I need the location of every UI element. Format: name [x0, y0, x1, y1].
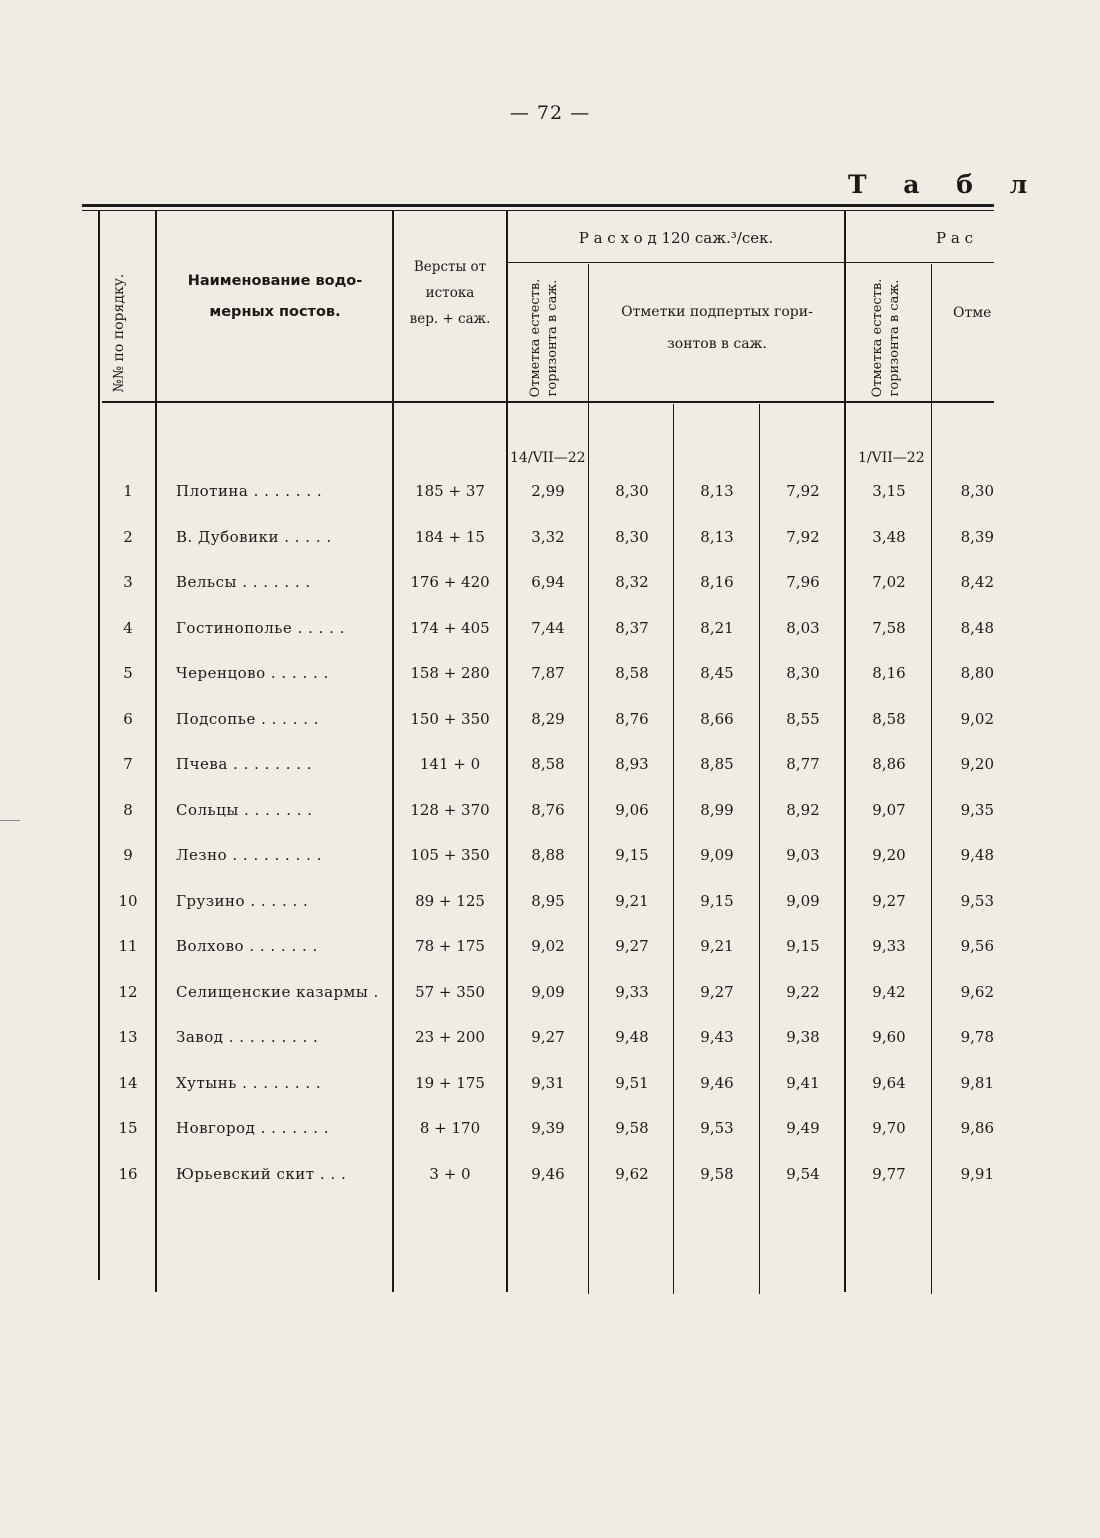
backwater-level-d: 8,39: [960, 527, 994, 546]
header-station-name-line2: мерных постов.: [209, 304, 341, 320]
versts-value: 184 + 15: [415, 527, 485, 546]
natural-level-2: 3,48: [872, 527, 906, 546]
backwater-level-a: 9,15: [615, 846, 649, 864]
backwater-level-d: 9,56: [960, 937, 994, 955]
backwater-level-c: 9,41: [786, 1073, 820, 1092]
backwater-level-d: 9,81: [960, 1073, 994, 1092]
versts-value: 141 + 0: [419, 755, 481, 773]
row-number: 16: [118, 1164, 138, 1183]
station-name: Плотина . . . . . . .: [176, 482, 323, 500]
versts-value: 176 + 420: [410, 573, 490, 591]
header-group1-natural-line2: горизонта в саж.: [545, 279, 560, 397]
backwater-level-b: 9,58: [700, 1164, 734, 1183]
station-name: Гостинополье . . . . .: [176, 618, 345, 637]
backwater-level-d: 9,20: [960, 755, 994, 773]
page-number: — 72 —: [509, 102, 591, 124]
backwater-level-b: 8,99: [700, 800, 734, 819]
backwater-level-a: 9,21: [615, 891, 649, 910]
versts-value: 174 + 405: [410, 618, 490, 637]
backwater-level-b: 8,45: [700, 664, 734, 682]
row-number: 13: [118, 1028, 138, 1046]
left-margin-mark: [0, 820, 20, 821]
backwater-level-a: 8,30: [615, 527, 649, 546]
header-group2-backwater: Отме: [953, 305, 992, 321]
backwater-level-c: 9,54: [786, 1164, 820, 1183]
versts-value: 150 + 350: [410, 709, 490, 728]
natural-level-1: 8,58: [531, 755, 565, 773]
backwater-level-c: 9,49: [786, 1119, 820, 1137]
row-number: 10: [118, 891, 138, 910]
row-number: 8: [123, 800, 133, 819]
station-name: Хутынь . . . . . . . .: [176, 1073, 322, 1092]
table-title: Т а б л: [848, 170, 1042, 199]
backwater-level-b: 9,43: [700, 1028, 734, 1046]
station-name: Новгород . . . . . . .: [176, 1119, 330, 1137]
versts-value: 158 + 280: [410, 664, 490, 682]
versts-value: 105 + 350: [410, 846, 490, 864]
backwater-level-a: 9,58: [615, 1119, 649, 1137]
backwater-level-d: 9,53: [960, 891, 994, 910]
table-top-rule-thin: [82, 210, 994, 211]
versts-value: 128 + 370: [410, 800, 490, 819]
natural-level-1: 9,46: [531, 1164, 565, 1183]
row-number: 5: [123, 664, 133, 682]
natural-level-2: 7,02: [872, 573, 906, 591]
backwater-level-a: 8,30: [615, 482, 649, 500]
backwater-level-a: 9,33: [615, 982, 649, 1001]
station-name: Сольцы . . . . . . .: [176, 800, 313, 819]
row-number: 7: [123, 755, 133, 773]
backwater-level-b: 9,27: [700, 982, 734, 1001]
station-name: Юрьевский скит . . .: [176, 1164, 347, 1183]
backwater-level-b: 9,21: [700, 937, 734, 955]
natural-level-1: 9,31: [531, 1073, 565, 1092]
backwater-level-b: 9,15: [700, 891, 734, 910]
natural-level-2: 9,60: [872, 1028, 906, 1046]
backwater-level-c: 9,38: [786, 1028, 820, 1046]
header-row-number: №№ по порядку.: [111, 273, 127, 393]
backwater-level-d: 8,30: [960, 482, 994, 500]
natural-level-2: 9,77: [872, 1164, 906, 1183]
natural-level-2: 9,70: [872, 1119, 906, 1137]
natural-level-2: 8,86: [872, 755, 906, 773]
header-group2-natural-line1: Отметка естеств.: [870, 278, 885, 398]
header-group1-backwater: [592, 296, 842, 360]
backwater-level-b: 8,13: [700, 482, 734, 500]
versts-value: 19 + 175: [415, 1073, 485, 1092]
backwater-level-a: 8,76: [615, 709, 649, 728]
header-group1-backwater-line1: Отметки подпертых гори-: [621, 304, 813, 320]
station-name: В. Дубовики . . . . .: [176, 527, 332, 546]
backwater-level-a: 9,62: [615, 1164, 649, 1183]
versts-value: 3 + 0: [429, 1164, 471, 1183]
row-number: 12: [118, 982, 138, 1001]
natural-level-2: 9,20: [872, 846, 906, 864]
backwater-level-d: 8,42: [960, 573, 994, 591]
backwater-level-a: 9,06: [615, 800, 649, 819]
natural-level-1: 7,44: [531, 618, 565, 637]
header-group2-title: Р а с: [936, 229, 973, 247]
backwater-level-b: 9,53: [700, 1119, 734, 1137]
backwater-level-a: 9,51: [615, 1073, 649, 1092]
header-versts-line2: истока: [425, 285, 475, 301]
station-name: Завод . . . . . . . . .: [176, 1028, 319, 1046]
natural-level-2: 3,15: [872, 482, 906, 500]
backwater-level-d: 9,78: [960, 1028, 994, 1046]
header-group2-natural: [869, 263, 909, 413]
natural-level-2: 8,16: [872, 664, 906, 682]
natural-level-2: 9,64: [872, 1073, 906, 1092]
row-number: 15: [118, 1119, 138, 1137]
row-number: 3: [123, 573, 133, 591]
col-divider-b: [759, 404, 760, 1294]
backwater-level-b: 8,66: [700, 709, 734, 728]
natural-level-1: 6,94: [531, 573, 565, 591]
header-versts-line1: Версты от: [413, 259, 487, 275]
row-number: 11: [118, 937, 138, 955]
row-number: 2: [123, 527, 133, 546]
natural-level-1: 8,29: [531, 709, 565, 728]
versts-value: 8 + 170: [419, 1119, 481, 1137]
backwater-level-c: 9,03: [786, 846, 820, 864]
backwater-level-d: 9,91: [960, 1164, 994, 1183]
backwater-level-d: 9,48: [960, 846, 994, 864]
versts-value: 89 + 125: [415, 891, 485, 910]
backwater-level-c: 8,77: [786, 755, 820, 773]
natural-level-2: 9,07: [872, 800, 906, 819]
date-group1: 14/VII—22: [510, 450, 586, 466]
backwater-level-d: 9,86: [960, 1119, 994, 1137]
backwater-level-a: 8,58: [615, 664, 649, 682]
backwater-level-c: 7,96: [786, 573, 820, 591]
backwater-level-a: 9,27: [615, 937, 649, 955]
col-divider-nat2: [931, 264, 932, 1294]
natural-level-2: 9,42: [872, 982, 906, 1001]
row-number: 14: [118, 1073, 138, 1092]
date-group2: 1/VII—22: [858, 450, 925, 466]
backwater-level-a: 8,93: [615, 755, 649, 773]
versts-value: 78 + 175: [415, 937, 485, 955]
station-name: Подсопье . . . . . .: [176, 709, 320, 728]
backwater-level-a: 8,37: [615, 618, 649, 637]
natural-level-1: 9,02: [531, 937, 565, 955]
natural-level-1: 8,88: [531, 846, 565, 864]
col-divider-nat1: [588, 264, 589, 1294]
backwater-level-b: 8,21: [700, 618, 734, 637]
header-group1-natural-line1: Отметка естеств.: [528, 278, 543, 398]
backwater-level-d: 8,48: [960, 618, 994, 637]
backwater-level-c: 8,92: [786, 800, 820, 819]
versts-value: 57 + 350: [415, 982, 485, 1001]
natural-level-1: 8,95: [531, 891, 565, 910]
versts-value: 185 + 37: [415, 482, 485, 500]
group-header-rule: [506, 262, 994, 263]
row-number: 6: [123, 709, 133, 728]
table-top-rule: [82, 204, 994, 207]
backwater-level-c: 8,03: [786, 618, 820, 637]
backwater-level-c: 7,92: [786, 527, 820, 546]
natural-level-1: 2,99: [531, 482, 565, 500]
backwater-level-a: 8,32: [615, 573, 649, 591]
row-number: 1: [123, 482, 133, 500]
header-group2-natural-line2: горизонта в саж.: [887, 279, 902, 397]
backwater-level-c: 9,15: [786, 937, 820, 955]
natural-level-2: 9,33: [872, 937, 906, 955]
station-name: Пчева . . . . . . . .: [176, 755, 313, 773]
backwater-level-c: 8,55: [786, 709, 820, 728]
header-versts-line3: вер. + саж.: [409, 311, 491, 327]
natural-level-2: 8,58: [872, 709, 906, 728]
backwater-level-c: 9,09: [786, 891, 820, 910]
row-number: 9: [123, 846, 133, 864]
header-station-name-line1: Наименование водо-: [187, 273, 363, 289]
backwater-level-b: 8,13: [700, 527, 734, 546]
row-number: 4: [123, 618, 133, 637]
header-group1-title: Р а с х о д 120 саж.³/сек.: [578, 229, 774, 247]
backwater-level-b: 9,46: [700, 1073, 734, 1092]
natural-level-1: 9,39: [531, 1119, 565, 1137]
station-name: Лезно . . . . . . . . .: [176, 846, 322, 864]
station-name: Черенцово . . . . . .: [176, 664, 329, 682]
station-name: Вельсы . . . . . . .: [176, 573, 311, 591]
backwater-level-b: 8,85: [700, 755, 734, 773]
station-name: Селищенские казармы .: [176, 982, 379, 1001]
header-group1-natural: [527, 263, 567, 413]
natural-level-1: 7,87: [531, 664, 565, 682]
versts-value: 23 + 200: [415, 1028, 485, 1046]
natural-level-1: 9,27: [531, 1028, 565, 1046]
station-name: Волхово . . . . . . .: [176, 937, 318, 955]
backwater-level-c: 8,30: [786, 664, 820, 682]
backwater-level-a: 9,48: [615, 1028, 649, 1046]
backwater-level-d: 8,80: [960, 664, 994, 682]
backwater-level-c: 9,22: [786, 982, 820, 1001]
natural-level-1: 9,09: [531, 982, 565, 1001]
natural-level-1: 8,76: [531, 800, 565, 819]
backwater-level-b: 8,16: [700, 573, 734, 591]
backwater-level-d: 9,35: [960, 800, 994, 819]
backwater-level-b: 9,09: [700, 846, 734, 864]
backwater-level-d: 9,02: [960, 709, 994, 728]
backwater-level-d: 9,62: [960, 982, 994, 1001]
natural-level-2: 9,27: [872, 891, 906, 910]
station-name: Грузино . . . . . .: [176, 891, 309, 910]
header-station-name: [160, 266, 390, 328]
natural-level-2: 7,58: [872, 618, 906, 637]
header-versts: [396, 254, 504, 332]
header-group1-backwater-line2: зонтов в саж.: [667, 336, 767, 352]
natural-level-1: 3,32: [531, 527, 565, 546]
backwater-level-c: 7,92: [786, 482, 820, 500]
